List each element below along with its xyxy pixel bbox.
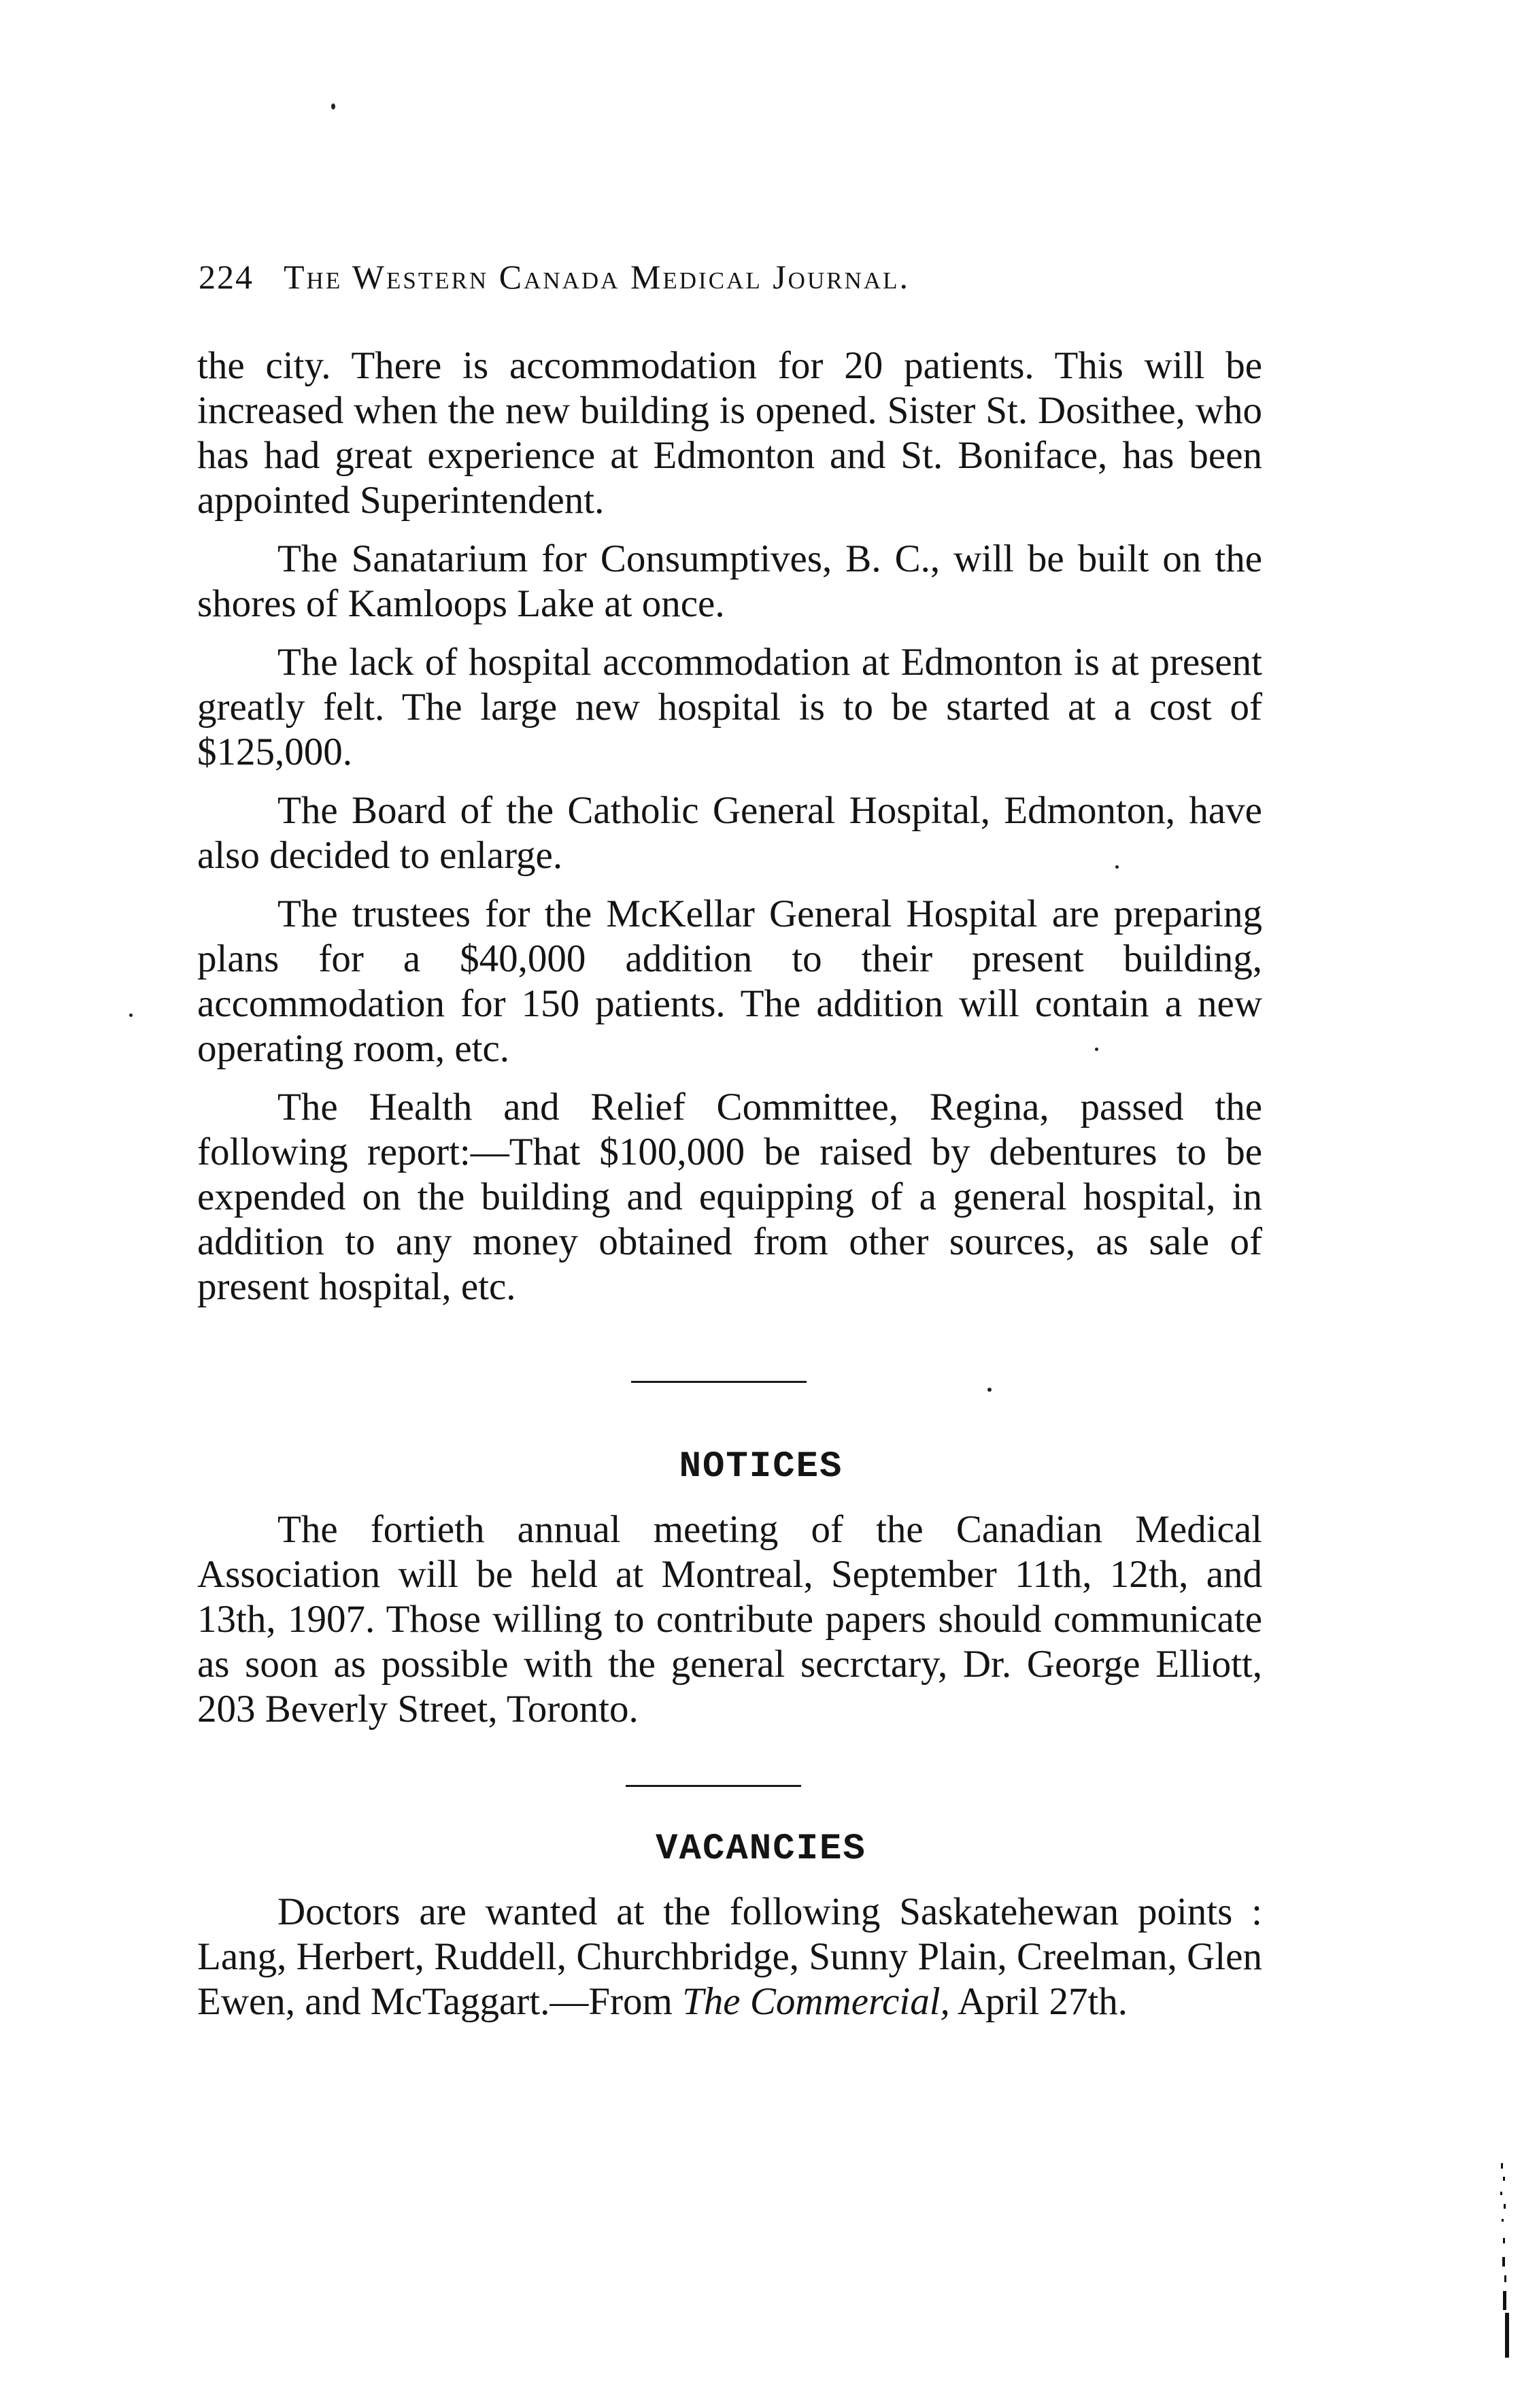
print-speck <box>129 1014 133 1017</box>
print-speck <box>987 1388 992 1392</box>
section-divider <box>626 1785 801 1787</box>
article-body <box>197 344 1262 1309</box>
paragraph-mckellar-hospital: The trustees for the McKellar General Hospital are preparing plans for a $40,000 addition to their present building, accommodation for 150 patients. The addition will contain a new operating room, etc. <box>197 892 1262 1070</box>
notices-paragraph: The fortieth annual meeting of the Canadian Medical Association will be held at Montreal, September 11th, 12th, and 13th, 1907. Those willing to contribute papers should communicate as soon as possible with the general secrctary, Dr. George Elliott, 203 Beverly Street, Toronto. <box>197 1508 1262 1730</box>
source-publication: The Commercial, <box>682 1980 950 2023</box>
vacancies-paragraph <box>197 1890 1262 2024</box>
running-header <box>199 257 1259 297</box>
vacancies-date: April 27th. <box>949 1980 1128 2023</box>
paragraph-catholic-hospital: The Board of the Catholic General Hospital, Edmonton, have also decided to enlarge. <box>197 789 1262 877</box>
notices-section <box>197 1507 1262 1732</box>
paragraph-sanatarium: The Sanatarium for Consumptives, B. C., will be built on the shores of Kamloops Lake at once. <box>197 537 1262 625</box>
print-speck <box>1115 865 1119 869</box>
vacancies-heading: VACANCIES <box>656 1828 866 1870</box>
vacancies-section <box>197 1890 1262 2024</box>
paragraph-continuation: the city. There is accommodation for 20 patients. This will be increased when the new building is opened. Sister St. Dosithee, who has had great experience at Edmonton and St. Boniface, has been appointed Superintendent. <box>197 344 1262 522</box>
paragraph-edmonton-hospital: The lack of hospital accommodation at Edmonton is at present greatly felt. The large new hospital is to be started at a cost of $125,000. <box>197 641 1262 773</box>
print-speck <box>331 103 335 110</box>
vacancies-text: Doctors are wanted at the following Saskatehewan points : Lang, Herbert, Ruddell, Churchbridge, Sunny Plain, Creelman, Glen Ewen, and McTaggart.—From <box>197 1890 1262 2023</box>
paragraph-regina-report: The Health and Relief Committee, Regina, passed the following report:—That $100,000 be raised by debentures to be expended on the building and equipping of a general hospital, in addition to any money obtained from other sources, as sale of present hospital, etc. <box>197 1086 1262 1308</box>
page-number: 224 <box>199 258 254 296</box>
journal-title: The Western Canada Medical Journal. <box>284 258 910 296</box>
section-divider <box>631 1381 807 1383</box>
notices-heading: NOTICES <box>679 1446 843 1488</box>
print-speck <box>1095 1048 1098 1051</box>
